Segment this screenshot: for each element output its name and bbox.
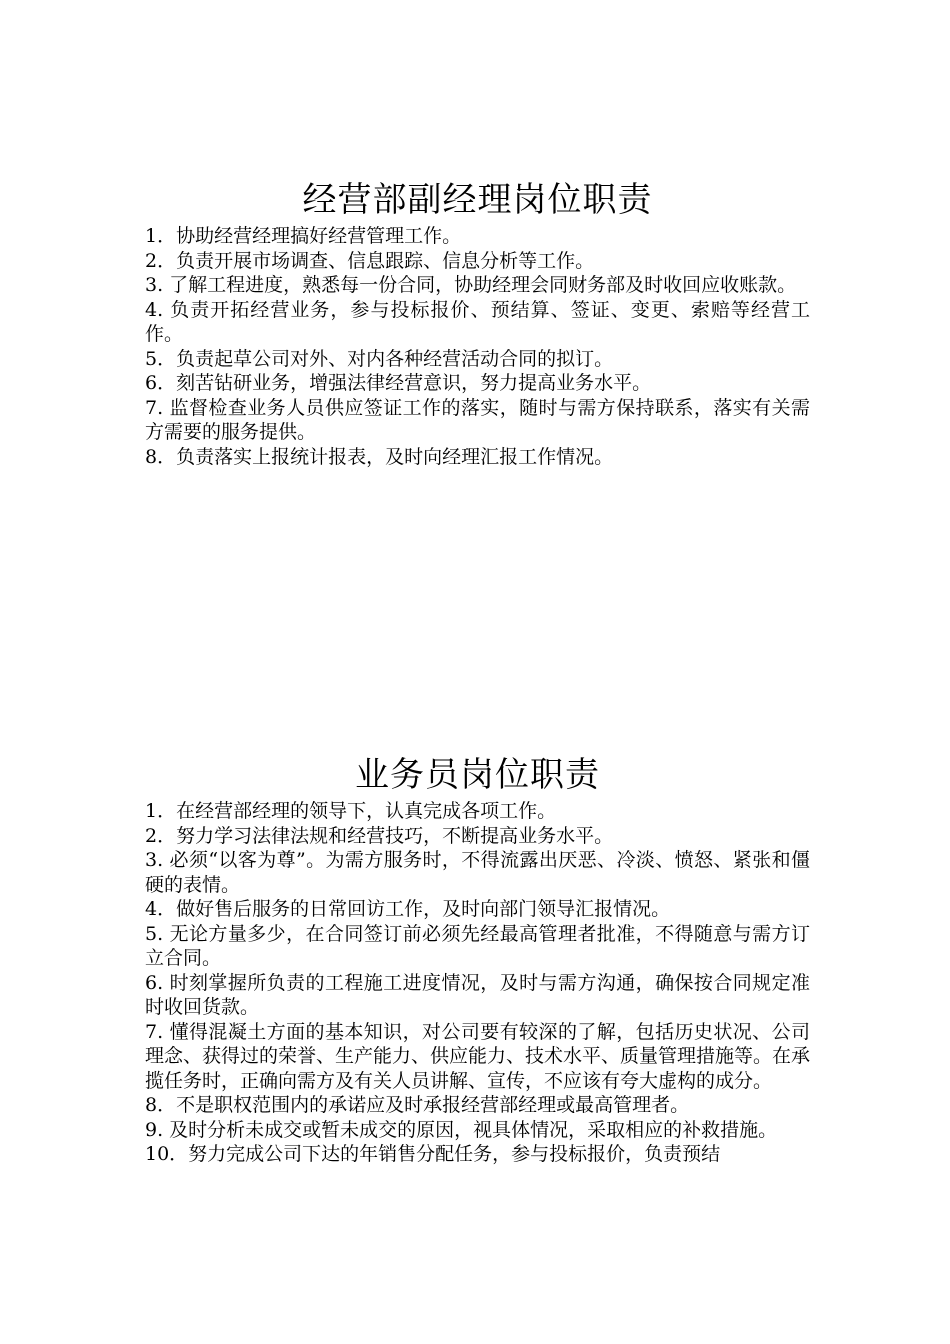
duty-item: 2．负责开展市场调查、信息跟踪、信息分析等工作。 — [145, 249, 595, 272]
duty-item: 5. 无论方量多少，在合同签订前必须先经最高管理者批准，不得随意与需方订立合同。 — [145, 922, 810, 969]
section-title: 业务员岗位职责 — [355, 755, 600, 795]
duty-item: 8．负责落实上报统计报表，及时向经理汇报工作情况。 — [145, 445, 614, 468]
duty-item: 2．努力学习法律法规和经营技巧，不断提高业务水平。 — [145, 824, 614, 847]
duty-item: 6．刻苦钻研业务，增强法律经营意识，努力提高业务水平。 — [145, 372, 652, 394]
duty-item: 6. 时刻掌握所负责的工程施工进度情况，及时与需方沟通，确保按合同规定准时收回货款。 — [145, 971, 810, 1018]
duty-item: 4．做好售后服务的日常回访工作，及时向部门领导汇报情况。 — [145, 898, 671, 920]
duty-item: 3. 了解工程进度，熟悉每一份合同，协助经理会同财务部及时收回应收账款。 — [145, 274, 797, 296]
duty-item: 9. 及时分析未成交或暂未成交的原因，视具体情况，采取相应的补救措施。 — [145, 1118, 778, 1141]
duty-item: 7. 懂得混凝土方面的基本知识，对公司要有较深的了解，包括历史状况、公司理念、获得过的荣誉、生产能力、供应能力、技术水平、质量管理措施等。在承揽任务时，正确向需方及有关人员讲解、宣传，不应该有夸大虚构的成分。 — [145, 1020, 811, 1092]
duty-item: 1．协助经营经理搞好经营管理工作。 — [145, 225, 462, 247]
duty-item: 5．负责起草公司对外、对内各种经营活动合同的拟订。 — [145, 347, 614, 370]
duty-item: 4. 负责开拓经营业务，参与投标报价、预结算、签证、变更、索赔等经营工作。 — [145, 298, 810, 345]
duty-item: 7. 监督检查业务人员供应签证工作的落实，随时与需方保持联系，落实有关需方需要的服务提供。 — [145, 396, 810, 443]
section-salesperson-duties — [145, 753, 810, 1167]
duty-item: 3. 必须“以客为尊”。为需方服务时，不得流露出厌恶、冷淡、愤怒、紧张和僵硬的表情。 — [145, 849, 810, 896]
duty-item: 1．在经营部经理的领导下，认真完成各项工作。 — [145, 800, 557, 822]
duty-item: 8．不是职权范围内的承诺应及时承报经营部经理或最高管理者。 — [145, 1094, 690, 1116]
section-deputy-manager-duties — [145, 178, 810, 469]
section-title: 经营部副经理岗位职责 — [302, 180, 653, 220]
duty-item: 10．努力完成公司下达的年销售分配任务，参与投标报价，负责预结 — [145, 1143, 721, 1165]
